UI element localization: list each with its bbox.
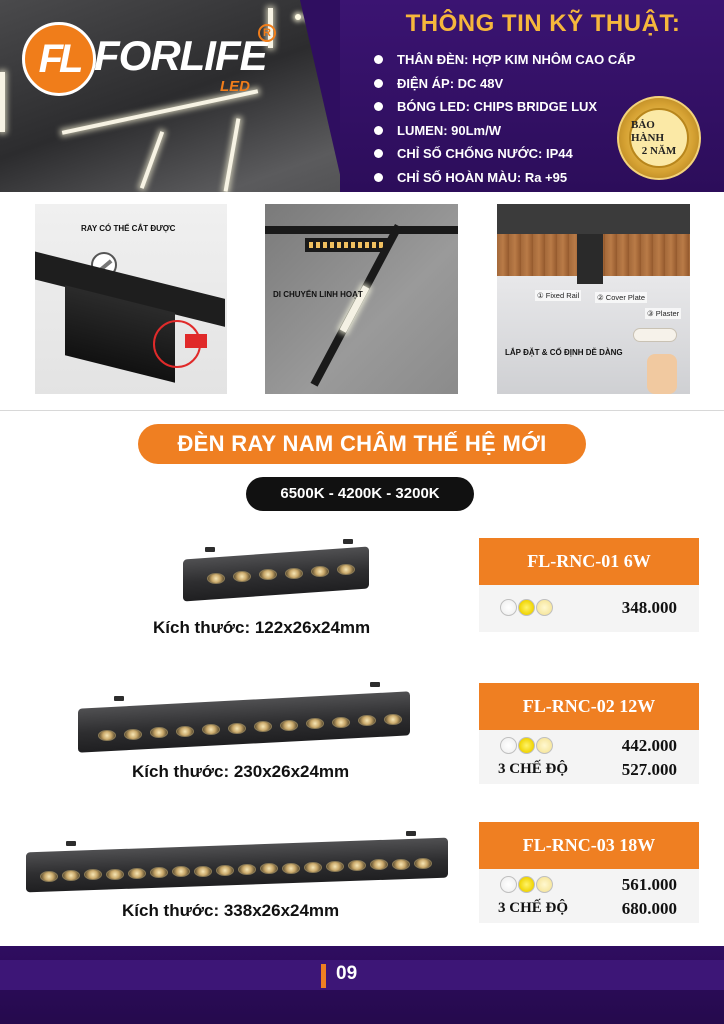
warranty-line2: 2 NĂM: [641, 144, 677, 157]
color-temperature-pill: 6500K - 4200K - 3200K: [246, 477, 474, 511]
product-size: Kích thước: 230x26x24mm: [132, 762, 350, 781]
feature-move-photo: [265, 204, 458, 394]
feature-cut-caption: RAY CÓ THỂ CẮT ĐƯỢC: [81, 224, 176, 233]
price-card-rnc01: [479, 538, 699, 632]
plaster-label: ③ Plaster: [647, 309, 680, 318]
warranty-badge: [617, 96, 701, 180]
footer: [0, 946, 724, 1024]
cool-white-icon: [500, 599, 517, 616]
neutral-icon: [536, 876, 553, 893]
price-card-rnc03: [479, 822, 699, 923]
warranty-line1: BẢO HÀNH: [631, 118, 664, 144]
logo-led: LED: [220, 78, 250, 95]
page-number: 09: [336, 963, 358, 984]
model-name: FL-RNC-03 18W: [479, 822, 699, 869]
product-size: Kích thước: 122x26x24mm: [153, 618, 371, 637]
model-name: FL-RNC-02 12W: [479, 683, 699, 730]
spec-item: BÓNG LED: CHIPS BRIDGE LUX: [374, 95, 635, 119]
spec-item: ĐIỆN ÁP: DC 48V: [374, 72, 635, 96]
cool-white-icon: [500, 876, 517, 893]
forlife-logo: [22, 22, 280, 102]
color-swatches: [500, 876, 554, 893]
bullet-icon: [374, 102, 383, 111]
neutral-icon: [536, 737, 553, 754]
spec-item: LUMEN: 90Lm/W: [374, 119, 635, 143]
feature-install-caption: LẮP ĐẶT & CỐ ĐỊNH DỄ DÀNG: [505, 348, 623, 357]
product-image-rnc03: [26, 845, 448, 885]
bullet-icon: [374, 55, 383, 64]
model-name: FL-RNC-01 6W: [479, 538, 699, 585]
cool-white-icon: [500, 737, 517, 754]
track-light-icon: [305, 238, 389, 252]
bullet-icon: [374, 149, 383, 158]
price: 348.000: [621, 598, 677, 617]
price: 442.000: [621, 736, 677, 755]
bullet-icon: [374, 79, 383, 88]
feature-cut-photo: [35, 204, 227, 394]
price-card-rnc02: [479, 683, 699, 784]
divider: [0, 410, 724, 411]
section-title: ĐÈN RAY NAM CHÂM THẾ HỆ MỚI: [138, 424, 586, 464]
bullet-icon: [374, 126, 383, 135]
product-size: Kích thước: 338x26x24mm: [122, 901, 340, 920]
warm-yellow-icon: [518, 876, 535, 893]
neutral-icon: [536, 599, 553, 616]
bullet-icon: [374, 173, 383, 182]
registered-mark: R: [258, 24, 276, 42]
fixed-rail-label: ① Fixed Rail: [537, 291, 580, 300]
spec-item: CHỈ SỐ CHỐNG NƯỚC: IP44: [374, 142, 635, 166]
mode-label: 3 CHẾ ĐỘ: [498, 900, 569, 916]
color-swatches: [500, 737, 554, 754]
feature-move-caption: DI CHUYỂN LINH HOẠT: [273, 290, 363, 299]
product-image-rnc01: [183, 553, 369, 595]
logo-word: FORLIFE: [94, 32, 267, 79]
mode-label: 3 CHẾ ĐỘ: [498, 761, 569, 777]
product-image-rnc02: [78, 700, 410, 744]
spec-item: THÂN ĐÈN: HỢP KIM NHÔM CAO CẤP: [374, 48, 635, 72]
spec-list: [374, 48, 635, 189]
warm-yellow-icon: [518, 599, 535, 616]
spec-title: THÔNG TIN KỸ THUẬT:: [405, 10, 681, 37]
header-banner: [0, 0, 724, 192]
mode-price: 680.000: [621, 899, 677, 918]
color-swatches: [500, 599, 554, 616]
warm-yellow-icon: [518, 737, 535, 754]
cover-plate-label: ② Cover Plate: [597, 293, 645, 302]
feature-install-photo: [497, 204, 690, 394]
spec-item: CHỈ SỐ HOÀN MÀU: Ra +95: [374, 166, 635, 190]
price: 561.000: [621, 875, 677, 894]
logo-initials: FL: [22, 22, 96, 96]
paint-roller-icon: [633, 328, 677, 342]
mode-price: 527.000: [621, 760, 677, 779]
page-marker: [321, 964, 326, 988]
